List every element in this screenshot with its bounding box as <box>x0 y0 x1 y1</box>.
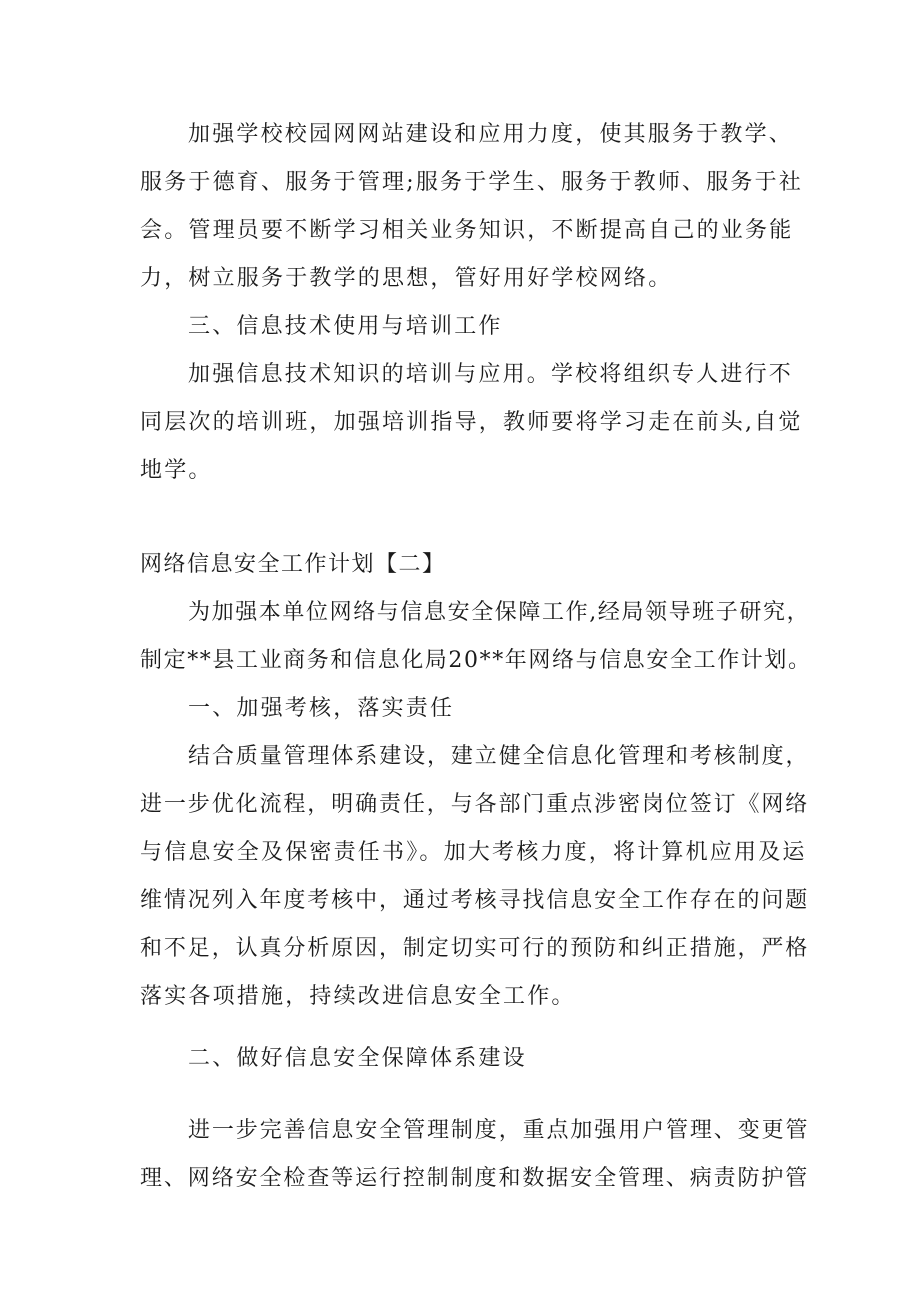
paragraph-line: 进一步优化流程，明确责任，与各部门重点涉密岗位签订《网络 <box>140 792 810 817</box>
paragraph-line: 和不足，认真分析原因，制定切实可行的预防和纠正措施，严格 <box>140 936 810 961</box>
paragraph-line: 力，树立服务于教学的思想，管好用好学校网络。 <box>140 266 673 291</box>
section-heading: 一、加强考核，落实责任 <box>188 696 455 721</box>
paragraph-line: 加强学校校园网网站建设和应用力度，使其服务于教学、 <box>188 122 794 147</box>
paragraph-line: 制定**县工业商务和信息化局20**年网络与信息安全工作计划。 <box>140 648 812 673</box>
paragraph-line: 地学。 <box>140 458 213 483</box>
section-heading: 二、做好信息安全保障体系建设 <box>188 1046 527 1071</box>
paragraph-line: 落实各项措施，持续改进信息安全工作。 <box>140 984 576 1009</box>
document-section-title: 网络信息安全工作计划【二】 <box>140 552 446 577</box>
paragraph-line: 为加强本单位网络与信息安全保障工作,经局领导班子研究， <box>188 600 811 625</box>
paragraph-line: 与信息安全及保密责任书》。加大考核力度，将计算机应用及运 <box>140 840 807 865</box>
paragraph-line: 结合质量管理体系建设，建立健全信息化管理和考核制度， <box>188 744 810 769</box>
paragraph-line: 会。管理员要不断学习相关业务知识，不断提高自己的业务能 <box>140 218 794 243</box>
paragraph-line: 服务于德育、服务于管理;服务于学生、服务于教师、服务于社 <box>140 170 804 195</box>
paragraph-line: 加强信息技术知识的培训与应用。学校将组织专人进行不 <box>188 362 794 387</box>
paragraph-line: 进一步完善信息安全管理制度，重点加强用户管理、变更管 <box>188 1118 810 1143</box>
paragraph-line: 同层次的培训班，加强培训指导，教师要将学习走在前头,自觉 <box>140 410 803 435</box>
section-heading: 三、信息技术使用与培训工作 <box>188 314 503 339</box>
paragraph-line: 理、网络安全检查等运行控制制度和数据安全管理、病责防护管 <box>140 1166 810 1191</box>
paragraph-line: 维情况列入年度考核中，通过考核寻找信息安全工作存在的问题 <box>140 888 810 913</box>
